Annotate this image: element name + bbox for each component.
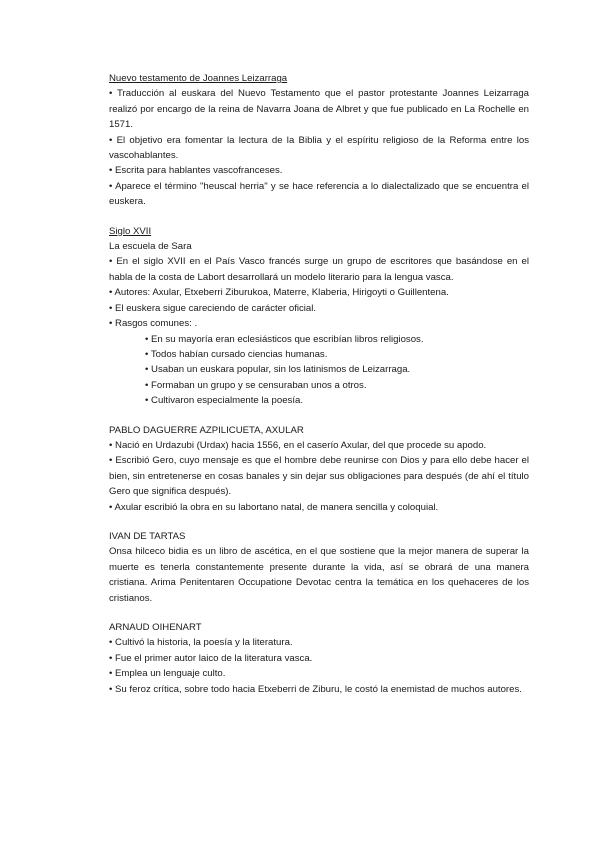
section-subtitle: La escuela de Sara bbox=[109, 241, 192, 253]
sub-bullet-item: • Usaban un euskara popular, sin los latinismos de Leizarraga. bbox=[145, 364, 411, 376]
bullet-item: • Escrita para hablantes vascofranceses. bbox=[109, 165, 283, 177]
section-paragraph: Onsa hilceco bidia es un libro de ascética, en el que sostiene que la mejor manera de superar la muerte es tenerla constantemente presente durante la vida, así se obrará de una manera cristiana. Arima Penitentaren Occupatione Devotac centra la temática en los quehaceres de los cristianos. bbox=[109, 546, 529, 604]
sub-bullet-item: • Formaban un grupo y se censuraban unos a otros. bbox=[145, 379, 367, 391]
section-title: Siglo XVII bbox=[109, 225, 152, 237]
section-title: IVAN DE TARTAS bbox=[109, 530, 186, 542]
bullet-item: • Traducción al euskara del Nuevo Testamento que el pastor protestante Joannes Leizarraga realizó por encargo de la reina de Navarra Joana de Albret y que fue publicado en La Rochelle en 1571. bbox=[109, 88, 529, 131]
sub-bullet-item: • En su mayoría eran eclesiásticos que escribían libros religiosos. bbox=[145, 333, 424, 345]
bullet-item: • Fue el primer autor laico de la literatura vasca. bbox=[109, 652, 313, 664]
bullet-item: • En el siglo XVII en el País Vasco francés surge un grupo de escritores que basándose en el habla de la costa de Labort desarrollará un modelo literario para la lengua vasca. bbox=[109, 256, 529, 283]
bullet-item: • Aparece el término "heuscal herria" y se hace referencia a lo dialectalizado que se encuentra el euskera. bbox=[109, 180, 529, 208]
bullet-item: • Rasgos comunes: . bbox=[109, 318, 198, 330]
bullet-item: • El euskera sigue careciendo de carácter oficial. bbox=[109, 302, 317, 314]
section-title: PABLO DAGUERRE AZPILICUETA, AXULAR bbox=[109, 424, 304, 436]
section-tartas bbox=[109, 529, 529, 606]
section-axular bbox=[109, 423, 529, 515]
bullet-item: • Cultivó la historia, la poesía y la literatura. bbox=[109, 637, 293, 649]
bullet-item: • Nació en Urdazubi (Urdax) hacia 1556, en el caserío Axular, del que procede su apodo. bbox=[109, 439, 487, 451]
section-title: ARNAUD OIHENART bbox=[109, 622, 202, 633]
sub-bullet-item: • Todos habían cursado ciencias humanas. bbox=[145, 348, 328, 360]
bullet-item: • Emplea un lenguaje culto. bbox=[109, 668, 226, 680]
sub-bullet-item: • Cultivaron especialmente la poesía. bbox=[145, 395, 304, 407]
bullet-item: • Axular escribió la obra en su labortano natal, de manera sencilla y coloquial. bbox=[109, 501, 439, 513]
section-siglo-xvii bbox=[109, 224, 529, 409]
section-leizarraga bbox=[109, 71, 529, 210]
section-title: Nuevo testamento de Joannes Leizarraga bbox=[109, 73, 288, 84]
bullet-item: • Su feroz crítica, sobre todo hacia Etxeberri de Ziburu, le costó la enemistad de muchos autores. bbox=[109, 683, 522, 695]
bullet-item: • Autores: Axular, Etxeberri Ziburukoa, Materre, Klaberia, Hirigoyti o Guillentena. bbox=[109, 287, 449, 299]
bullet-item: • El objetivo era fomentar la lectura de la Biblia y el espíritu religioso de la Reforma entre los vascohablantes. bbox=[109, 134, 529, 162]
section-oihenart bbox=[109, 620, 529, 697]
document-page bbox=[109, 71, 529, 711]
bullet-item: • Escribió Gero, cuyo mensaje es que el hombre debe reunirse con Dios y para ello debe hacer el bien, sin entretenerse en cosas banales y sin dejar sus obligaciones para después (de ahí el título Gero que significa después). bbox=[109, 455, 529, 498]
